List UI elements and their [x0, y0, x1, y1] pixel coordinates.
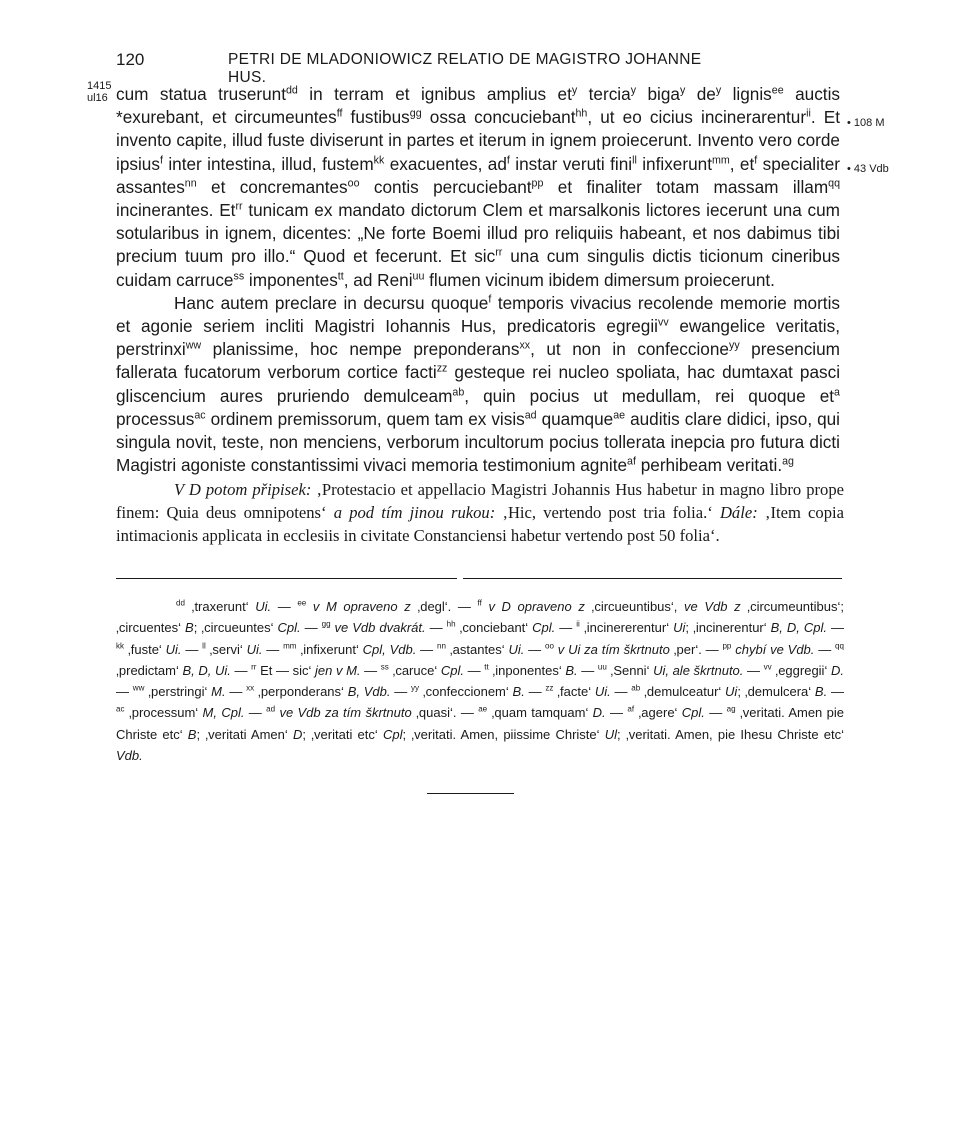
- page-header: [116, 50, 736, 86]
- footnote-rule-right: [463, 578, 842, 579]
- end-rule: [427, 793, 514, 794]
- paragraph-1: cum statua truserunt$^{dd}$ in terram et ignibus amplius $et^y$ tercia$^y$ biga$^y$ $de^y$ lignis$^{ee}$ auctis *exurebant, et circumeuntes$^{ff}$ fustibus$^{gg}$ ossa concuciebant$^{hh}$, ut eo cicius incinerarentur$^{ii}$. Et invento capite, illud fuste diviserunt in partes et iterum in ignem proiecerunt. Invento vero corde ipsius$^f$ inter intestina, illud, fustem$^{kk}$ exacuentes, $ad^f$ instar veruti fini$^{ll}$ infixerunt$^{mm}$, $et^f$ specialiter assantes$^{nn}$ et concremantes$^{oo}$ contis percuciebant$^{pp}$ et finaliter totam massam illam$^{qq}$ incinerantes. $Et^{rr}$ tunicam ex mandato dictorum Clem et marsalkonis lictores iecerunt una cum sotularibus in ignem, dicentes: „Ne forte Boemi illud pro reliquiis habeant, et nos dabimus tibi precium tuum pro illo.“ Quod et fecerunt. Et sic$^{rr}$ una cum singulis dictis ticionum cineribus cuidam carruce$^{ss}$ imponentes$^{tt}$, ad Reni$^{uu}$ flumen vicinum ibidem dimersum proiecerunt.: [116, 84, 841, 290]
- margin-ref-108m: • 108 M: [847, 117, 885, 129]
- page-number: 120: [116, 50, 145, 69]
- footnotes-text: $^{dd}$ ‚traxerunt‘ Ui. — $^{ee}$ v M opraveno z ‚degl‘. — $^{ff}$ v D opraveno z ‚circueuntibus‘, ve Vdb z ‚circumeuntibus‘; ‚circuentes‘ B; ‚circueuntes‘ Cpl. — $^{gg}$ ve Vdb dvakrát. — $^{hh}$ ‚conciebant‘ Cpl. — $^{ii}$ ‚incinererentur‘ Ui; ‚incinerentur‘ B, D, Cpl. — $^{kk}$ ‚fuste‘ Ui. — $^{ll}$ ‚servi‘ Ui. — $^{mm}$ ‚infixerunt‘ Cpl, Vdb. — $^{nn}$ ‚astantes‘ Ui. — $^{oo}$ v Ui za tím škrtnuto ‚per‘. — $^{pp}$ chybí ve Vdb. — $^{qq}$ ‚predictam‘ B, D, Ui. — $^{rr}$ Et — sic‘ jen v M. — $^{ss}$ ‚caruce‘ Cpl. — $^{tt}$ ‚inponentes‘ B. — $^{uu}$ ‚Senni‘ Ui, ale škrtnuto. — $^{vv}$ ‚eggregii‘ D. — $^{ww}$ ‚perstringi‘ M. — $^{xx}$ ‚perponderans‘ B, Vdb. — $^{yy}$ ‚confeccionem‘ B. — $^{zz}$ ‚facte‘ Ui. — $^{ab}$ ‚demulceatur‘ Ui; ‚demulcera‘ B. — $^{ac}$ ‚processum‘ M, Cpl. — $^{ad}$ ve Vdb za tím škrtnuto ‚quasi‘. — $^{ae}$ ‚quam tamquam‘ D. — $^{af}$ ‚agere‘ Cpl. — $^{ag}$ ‚veritati. Amen pie Christe etc‘ B; ‚veritati Amen‘ D; ‚veritati etc‘ Cpl; ‚veritati. Amen, piissime Christe‘ Ul; ‚veritati. Amen, pie Ihesu Christe etc‘ Vdb.: [116, 598, 844, 764]
- margin-month: ul16: [87, 92, 108, 104]
- note-text: V D potom připisek: ‚Protestacio et appellacio Magistri Johannis Hus habetur in magno libro prope finem: Quia deus omnipotens‘ a pod tím jinou rukou: ‚Hic, vertendo post tria folia.‘ Dále: ‚Item copia intimacionis applicata in ecclesiis in civitate Constanciensi habetur vertendo post 50 folia‘.: [116, 480, 844, 545]
- manuscript-note: [116, 478, 844, 547]
- critical-apparatus: [116, 596, 844, 766]
- running-title: PETRI DE MLADONIOWICZ RELATIO DE MAGISTRO JOHANNE HUS.: [228, 51, 702, 86]
- footnote-rule-left: [116, 578, 457, 579]
- margin-ref-43vdb: • 43 Vdb: [847, 163, 889, 175]
- margin-date: [87, 80, 115, 104]
- margin-year: 1415: [87, 80, 112, 92]
- paragraph-2: Hanc autem preclare in decursu quoque$^f$ temporis vivacius recolende memorie mortis et agonie seriem incliti Magistri Iohannis Hus, predicatoris egregii$^{vv}$ ewangelice veritatis, perstrinxi$^{ww}$ planissime, hoc nempe preponderans$^{xx}$, ut non in confeccione$^{yy}$ presencium fallerata fucatorum verborum cortice facti$^{zz}$ gesteque rei nucleo spoliata, hac dumtaxat pasci gliscencium aures pruriendo demulceam$^{ab}$, quin pocius ut medullam, rei quoque $et^a$ processus$^{ac}$ ordinem premissorum, quem tam ex visis$^{ad}$ quamque$^{ae}$ auditis clare didici, ipso, qui singula novit, teste, non menciens, verborum incultorum pocius tollerata inepcia pro futura dicti Magistri agoniste constantissimi vivaci memoria testimonium agnite$^{af}$ perhibeam veritati.$^{ag}$: [116, 292, 841, 476]
- main-text: [116, 83, 840, 477]
